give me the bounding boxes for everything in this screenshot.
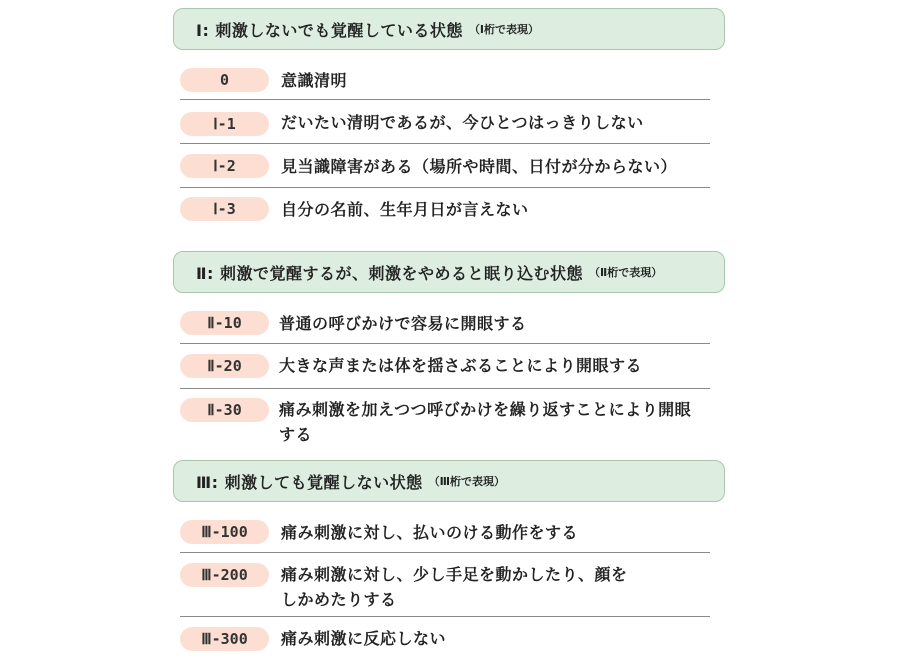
level-code-badge: Ⅲ-300: [180, 627, 269, 651]
level-description: 大きな声または体を揺さぶることにより開眼する: [279, 356, 643, 375]
list-item: [180, 397, 710, 449]
level-code-badge: Ⅱ-10: [180, 311, 269, 335]
section-title: Ⅱ: 刺激で覚醒するが、刺激をやめると眠り込む状態: [196, 263, 584, 283]
level-description: だいたい清明であるが、今ひとつはっきりしない: [281, 113, 644, 132]
section-header: [173, 251, 725, 293]
list-item: [180, 562, 710, 617]
section-title: Ⅲ: 刺激しても覚醒しない状態: [196, 472, 423, 492]
level-description: 痛み刺激に対し、少し手足を動かしたり、顔をしかめたりする: [281, 565, 628, 609]
level-code-badge: Ⅱ-30: [180, 398, 269, 422]
level-code-badge: 0: [180, 68, 269, 92]
section-note: （Ⅰ桁で表現）: [468, 23, 540, 36]
list-item: [180, 519, 710, 553]
level-description: 痛み刺激を加えつつ呼びかけを繰り返すことにより開眼する: [279, 400, 692, 444]
list-item: [180, 626, 710, 654]
level-description: 見当識障害がある（場所や時間、日付が分からない）: [281, 157, 678, 176]
level-code-badge: Ⅲ-200: [180, 563, 269, 587]
list-item: [180, 154, 710, 188]
section-note: （Ⅱ桁で表現）: [589, 266, 663, 279]
section-header: [173, 8, 725, 50]
level-code-badge: Ⅰ-3: [180, 197, 269, 221]
level-description: 自分の名前、生年月日が言えない: [281, 200, 529, 219]
level-description: 意識清明: [281, 71, 348, 90]
level-description: 痛み刺激に反応しない: [281, 629, 447, 648]
section-note: （Ⅲ桁で表現）: [428, 475, 506, 488]
list-item: [180, 310, 710, 344]
list-item: [180, 197, 710, 225]
section-header: [173, 460, 725, 502]
level-code-badge: Ⅱ-20: [180, 354, 269, 378]
list-item: [180, 353, 710, 389]
level-description: 痛み刺激に対し、払いのける動作をする: [281, 523, 579, 542]
level-code-badge: Ⅰ-2: [180, 154, 269, 178]
section-title: Ⅰ: 刺激しないでも覚醒している状態: [196, 20, 463, 40]
level-description: 普通の呼びかけで容易に開眼する: [279, 314, 527, 333]
level-code-badge: Ⅲ-100: [180, 520, 269, 544]
level-code-badge: Ⅰ-1: [180, 112, 269, 136]
list-item: [180, 110, 710, 144]
list-item: [180, 66, 710, 100]
